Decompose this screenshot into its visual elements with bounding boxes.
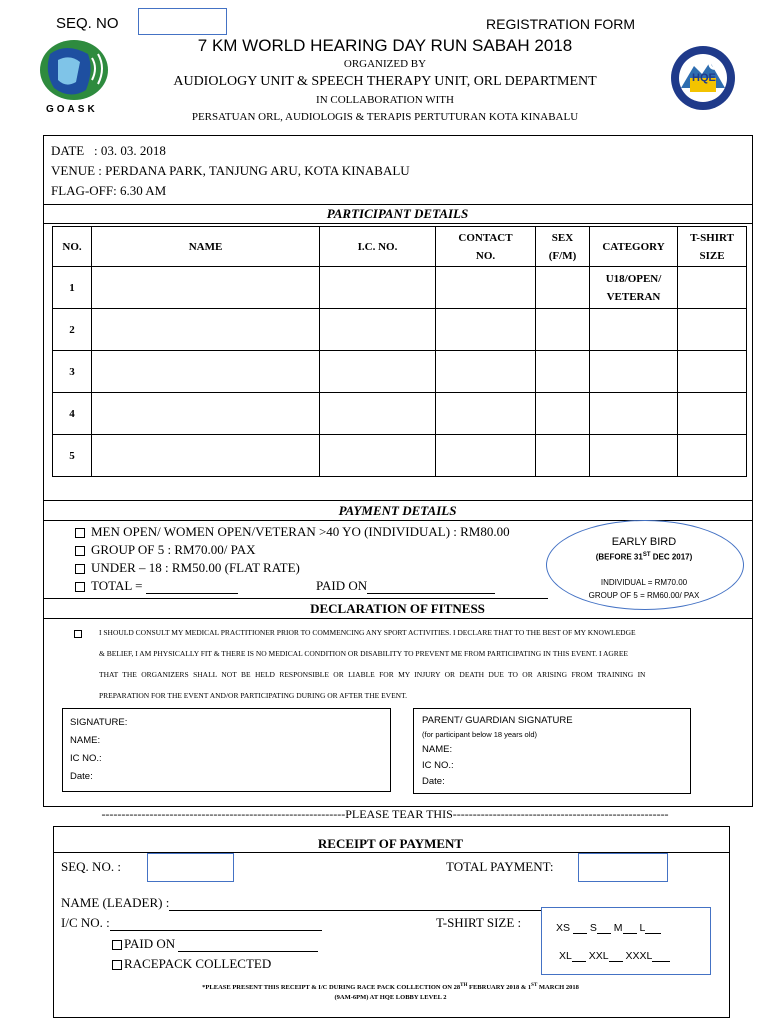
size-blank[interactable] — [645, 923, 661, 934]
size-blank[interactable] — [623, 923, 637, 934]
size-option: XXXL — [625, 950, 653, 962]
guardian-date-label: Date: — [422, 776, 445, 787]
declaration-line: & BELIEF, I AM PHYSICALLY FIT & THERE IS NO MEDICAL CONDITION OR DISABILITY TO PREVENT ME FROM PARTICIPATING IN THIS EVENT. I AGREE — [99, 649, 628, 658]
racepack-label: RACEPACK COLLECTED — [124, 956, 272, 971]
row-number: 5 — [53, 435, 92, 477]
payment-option-label: MEN OPEN/ WOMEN OPEN/VETERAN >40 YO (INDIVIDUAL) : RM80.00 — [91, 524, 510, 539]
divider — [43, 618, 752, 619]
sex-cell[interactable] — [536, 435, 590, 477]
name-cell[interactable] — [92, 393, 320, 435]
guardian-title: PARENT/ GUARDIAN SIGNATURE — [422, 715, 573, 726]
col-sex-line1: SEX — [551, 231, 574, 244]
name-cell[interactable] — [92, 267, 320, 309]
row-number: 2 — [53, 309, 92, 351]
divider — [43, 204, 752, 205]
early-bird-before: (BEFORE 31 — [595, 552, 643, 562]
hqe-logo — [668, 44, 738, 112]
col-contact-line1: CONTACT — [458, 231, 513, 244]
ic-row — [61, 915, 322, 931]
receipt-note-part1: *PLEASE PRESENT THIS RECEIPT & I/C DURING RACE PACK COLLECTION ON 28 — [202, 984, 461, 992]
category-hint-line2: VETERAN — [606, 290, 661, 303]
hqe-logo-text: HQE — [692, 72, 716, 84]
col-tshirt — [678, 227, 747, 267]
size-option: XXL — [588, 950, 609, 962]
paid-on-field[interactable] — [367, 580, 495, 594]
racepack-row — [112, 956, 271, 972]
seq-no-label: SEQ. NO — [56, 15, 119, 32]
early-bird-before-end: DEC 2017) — [650, 552, 693, 562]
sig-name-label: NAME: — [70, 735, 101, 746]
total-payment-label: TOTAL PAYMENT: — [446, 859, 554, 874]
total-payment-field[interactable] — [578, 853, 668, 882]
col-contact — [436, 227, 536, 267]
checkbox-icon[interactable] — [75, 564, 85, 574]
col-category: CATEGORY — [590, 227, 678, 267]
row-number: 3 — [53, 351, 92, 393]
receipt-paid-on-field[interactable] — [178, 938, 318, 952]
event-flagoff: FLAG-OFF: 6.30 AM — [51, 183, 167, 198]
receipt-note — [53, 981, 728, 1003]
sig-date-label: Date: — [70, 771, 93, 782]
category-cell[interactable] — [590, 393, 678, 435]
event-date: DATE : 03. 03. 2018 — [51, 143, 166, 158]
participant-table — [52, 226, 747, 477]
sex-cell[interactable] — [536, 309, 590, 351]
guardian-name-label: NAME: — [422, 744, 453, 755]
tshirt-cell[interactable] — [678, 267, 747, 309]
sig-ic-label: IC NO.: — [70, 753, 102, 764]
contact-cell[interactable] — [436, 267, 536, 309]
checkbox-icon[interactable] — [112, 960, 122, 970]
name-leader-label: NAME (LEADER) : — [61, 895, 170, 910]
declaration-checkbox-icon[interactable] — [74, 630, 82, 638]
receipt-seq-label: SEQ. NO. : — [61, 859, 121, 874]
category-hint-line1: U18/OPEN/ — [605, 272, 662, 285]
goask-logo — [36, 36, 116, 120]
tshirt-size-box[interactable] — [541, 907, 711, 975]
signature-label: SIGNATURE: — [70, 717, 128, 728]
paid-on-label: PAID ON — [315, 578, 368, 593]
contact-cell[interactable] — [436, 393, 536, 435]
name-cell[interactable] — [92, 351, 320, 393]
divider — [43, 223, 752, 224]
tshirt-cell[interactable] — [678, 393, 747, 435]
size-blank[interactable] — [573, 923, 587, 934]
checkbox-icon[interactable] — [75, 582, 85, 592]
guardian-note: (for participant below 18 years old) — [422, 730, 538, 739]
table-header-row — [53, 227, 747, 267]
size-blank[interactable] — [572, 951, 586, 962]
receipt-paid-on-label: PAID ON — [124, 936, 176, 951]
size-blank[interactable] — [652, 951, 670, 962]
sex-cell[interactable] — [536, 267, 590, 309]
signature-box[interactable] — [62, 708, 391, 792]
col-tshirt-line2: SIZE — [699, 249, 725, 262]
receipt-title: RECEIPT OF PAYMENT — [317, 836, 464, 851]
goask-emblem-icon — [36, 36, 116, 106]
size-option: M — [613, 922, 623, 934]
payment-option-3[interactable] — [75, 560, 300, 576]
receipt-note-part2: FEBRUARY 2018 & 1 — [467, 984, 532, 992]
early-bird-title: EARLY BIRD — [611, 536, 677, 548]
checkbox-icon[interactable] — [75, 528, 85, 538]
event-title: 7 KM WORLD HEARING DAY RUN SABAH 2018 — [197, 36, 573, 55]
size-blank[interactable] — [597, 923, 611, 934]
early-bird-deadline — [546, 552, 742, 562]
declaration-line: I SHOULD CONSULT MY MEDICAL PRACTITIONER PRIOR TO COMMENCING ANY SPORT ACTIVITIES. I DECLARE THAT TO THE BEST OF MY KNOWLEDGE — [99, 628, 636, 637]
event-venue: VENUE : PERDANA PARK, TANJUNG ARU, KOTA KINABALU — [51, 163, 410, 178]
category-cell[interactable] — [590, 309, 678, 351]
tshirt-cell[interactable] — [678, 351, 747, 393]
contact-cell[interactable] — [436, 435, 536, 477]
table-row — [53, 435, 747, 477]
ic-cell[interactable] — [320, 309, 436, 351]
tshirt-size-label: T-SHIRT SIZE : — [436, 915, 522, 930]
table-row — [53, 309, 747, 351]
size-row-2 — [559, 950, 670, 962]
sex-cell[interactable] — [536, 393, 590, 435]
early-bird-sup: ST — [642, 552, 651, 558]
divider — [43, 500, 752, 501]
paid-on-row — [112, 936, 318, 952]
payment-option-label: GROUP OF 5 : RM70.00/ PAX — [91, 542, 256, 557]
organized-by: ORGANIZED BY — [343, 58, 427, 70]
name-cell[interactable] — [92, 309, 320, 351]
size-option: S — [589, 922, 597, 934]
payment-option-2[interactable] — [75, 542, 255, 558]
total-field[interactable] — [146, 580, 238, 594]
checkbox-icon[interactable] — [112, 940, 122, 950]
seq-no-field[interactable] — [138, 8, 227, 35]
ic-cell[interactable] — [320, 393, 436, 435]
guardian-signature-box[interactable] — [413, 708, 691, 794]
table-row — [53, 393, 747, 435]
organizer: AUDIOLOGY UNIT & SPEECH THERAPY UNIT, ORL DEPARTMENT — [173, 74, 597, 89]
collaboration-note: IN COLLABORATION WITH — [316, 94, 454, 106]
size-option: XS — [556, 922, 571, 934]
table-row — [53, 267, 747, 309]
size-row-1 — [556, 922, 661, 934]
size-blank[interactable] — [609, 951, 623, 962]
col-sex — [536, 227, 590, 267]
checkbox-icon[interactable] — [75, 546, 85, 556]
col-contact-line2: NO. — [475, 249, 496, 262]
ic-cell[interactable] — [320, 351, 436, 393]
category-cell[interactable] — [590, 267, 678, 309]
declaration-title: DECLARATION OF FITNESS — [310, 601, 485, 616]
guardian-ic-label: IC NO.: — [422, 760, 454, 771]
receipt-ic-label: I/C NO. : — [61, 915, 110, 930]
tshirt-cell[interactable] — [678, 309, 747, 351]
ic-cell[interactable] — [320, 267, 436, 309]
ic-cell[interactable] — [320, 435, 436, 477]
partner-org: PERSATUAN ORL, AUDIOLOGIS & TERAPIS PERTUTURAN KOTA KINABALU — [191, 111, 579, 123]
payment-details-title: PAYMENT DETAILS — [338, 503, 457, 518]
payment-option-1[interactable] — [75, 524, 510, 540]
sex-cell[interactable] — [536, 351, 590, 393]
col-ic: I.C. NO. — [320, 227, 436, 267]
receipt-note-sup2: ST — [531, 983, 538, 988]
early-bird-group: GROUP OF 5 = RM60.00/ PAX — [588, 591, 700, 600]
receipt-ic-field[interactable] — [110, 917, 322, 931]
receipt-seq-field[interactable] — [147, 853, 234, 882]
col-sex-line2: (F/M) — [548, 249, 577, 262]
name-cell[interactable] — [92, 435, 320, 477]
receipt-note-part3: MARCH 2018 — [537, 984, 579, 992]
tshirt-cell[interactable] — [678, 435, 747, 477]
row-number: 4 — [53, 393, 92, 435]
category-cell[interactable] — [590, 435, 678, 477]
divider — [43, 598, 548, 599]
col-no: NO. — [53, 227, 92, 267]
col-tshirt-line1: T-SHIRT — [690, 231, 734, 244]
payment-total-row — [75, 578, 495, 594]
table-row — [53, 351, 747, 393]
contact-cell[interactable] — [436, 351, 536, 393]
col-name: NAME — [92, 227, 320, 267]
contact-cell[interactable] — [436, 309, 536, 351]
row-number: 1 — [53, 267, 92, 309]
total-label: TOTAL = — [91, 578, 143, 593]
goask-logo-text: GOASK — [46, 104, 98, 115]
tear-line: -------------------------------------------------------------PLEASE TEAR THIS------------------------------------------------------ — [101, 807, 669, 821]
form-type: REGISTRATION FORM — [486, 16, 636, 32]
declaration-line: THAT THE ORGANIZERS SHALL NOT BE HELD RESPONSIBLE OR LIABLE FOR MY INJURY OR DEATH DUE TO OR ARISING FROM TRAINING IN — [99, 670, 646, 679]
early-bird-individual: INDIVIDUAL = RM70.00 — [600, 578, 688, 587]
receipt-note-sup1: TH — [460, 983, 468, 988]
size-option: XL — [559, 950, 572, 962]
size-option: L — [639, 922, 646, 934]
category-cell[interactable] — [590, 351, 678, 393]
payment-option-label: UNDER – 18 : RM50.00 (FLAT RATE) — [91, 560, 300, 575]
receipt-note-line2: (9AM-6PM) AT HQE LOBBY LEVEL 2 — [334, 994, 447, 1002]
declaration-line: PREPARATION FOR THE EVENT AND/OR PARTICIPATING DURING OR AFTER THE EVENT. — [99, 691, 407, 700]
participant-details-title: PARTICIPANT DETAILS — [326, 206, 469, 221]
